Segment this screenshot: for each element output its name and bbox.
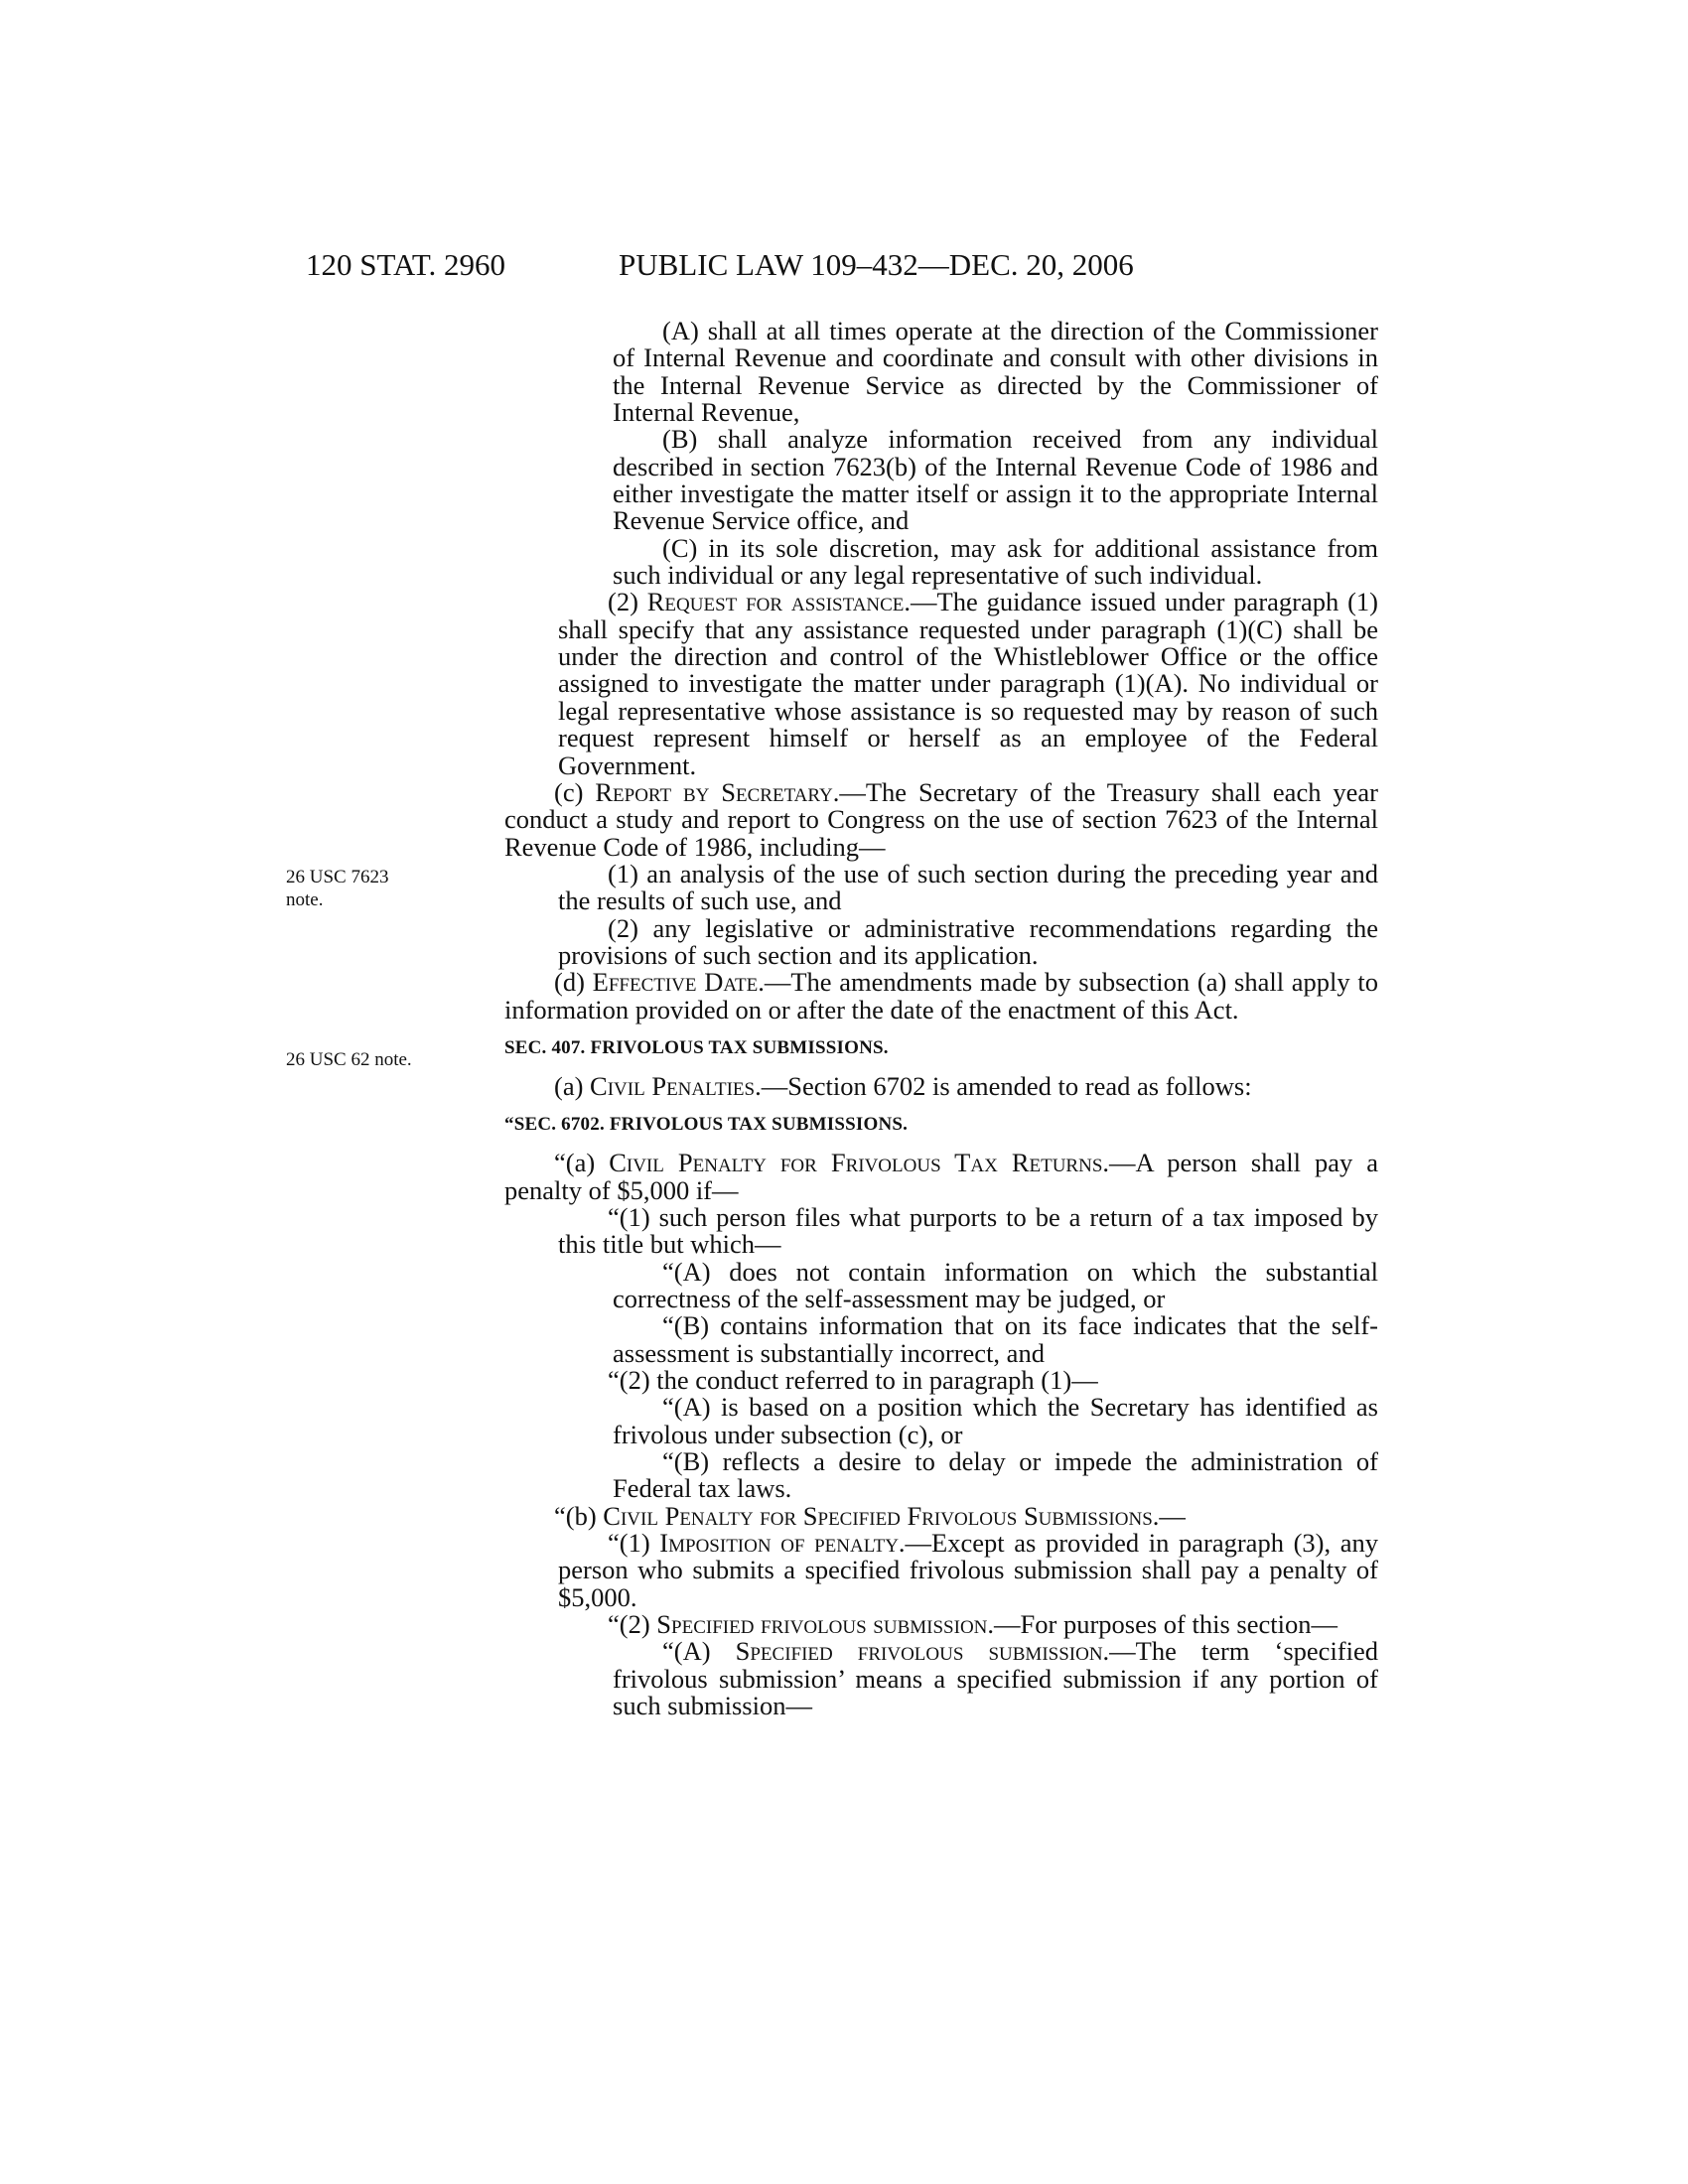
paragraph-lead: “(A)	[662, 1636, 736, 1667]
paragraph: “(2) the conduct referred to in paragraph (1)—	[608, 1365, 1098, 1396]
paragraph-text: —The guidance issued under paragraph (1) shall specify that any assistance requested under paragraph (1)(C) shall be under the direction and control of the Whistleblower Office or the office assigned to investigate the matter under paragraph (1)(A). No individual or legal representative whose assistance is so requested may by reason of such request represent himself or herself as an employee of the Federal Government.	[558, 587, 1378, 780]
paragraph-text: —For purposes of this section—	[994, 1609, 1337, 1640]
paragraph	[558, 1611, 1378, 1638]
margin-note-line: note.	[286, 889, 324, 910]
paragraph-text: —A person shall pay a penalty of $5,000 if—	[504, 1148, 1378, 1205]
paragraph-caption: Report by Secretary.	[595, 776, 840, 807]
paragraph-text: —	[1159, 1500, 1186, 1531]
paragraph	[558, 1530, 1378, 1611]
paragraph: “(B) contains information that on its face indicates that the self-assessment is substantially incorrect, and	[613, 1310, 1378, 1368]
paragraph-lead: “(a)	[554, 1148, 610, 1178]
paragraph-lead: (a)	[554, 1070, 591, 1101]
paragraph	[504, 969, 1378, 1024]
paragraph	[504, 1070, 1378, 1101]
paragraph-lead: “(2)	[608, 1609, 657, 1640]
section-heading: SEC. 407. FRIVOLOUS TAX SUBMISSIONS.	[504, 1036, 889, 1058]
paragraph	[504, 1500, 1378, 1531]
paragraph: (A) shall at all times operate at the direction of the Commissioner of Internal Revenue and coordinate and consult with other divisions in the Internal Revenue Service as directed by the Commissioner of Internal Revenue,	[613, 316, 1378, 428]
paragraph-text: —Except as provided in paragraph (3), any person who submits a specified frivolous submission shall pay a penalty of $5,000.	[558, 1528, 1378, 1612]
page-stat-citation: 120 STAT. 2960	[306, 247, 506, 282]
page-body	[0, 318, 1688, 1720]
paragraph: (C) in its sole discretion, may ask for additional assistance from such individual or any legal representative of such individual.	[613, 532, 1378, 591]
margin-note-line: 26 USC 7623	[286, 867, 389, 887]
paragraph-caption: Imposition of penalty.	[659, 1528, 906, 1559]
paragraph-text: —The Secretary of the Treasury shall each year conduct a study and report to Congress on the use of section 7623 of the Internal Revenue Code of 1986, including—	[504, 776, 1378, 862]
margin-note-usc-62: 26 USC 62 note.	[286, 1049, 412, 1070]
paragraph-text: —The amendments made by subsection (a) shall apply to information provided on or after the date of the enactment of this Act.	[504, 967, 1378, 1024]
paragraph: “(A) is based on a position which the Secretary has identified as frivolous under subsection (c), or	[613, 1392, 1378, 1449]
paragraph	[613, 1638, 1378, 1719]
paragraph: (1) an analysis of the use of such section during the preceding year and the results of such use, and	[558, 858, 1378, 916]
paragraph	[504, 776, 1378, 862]
paragraph-caption: Request for assistance.	[646, 587, 912, 617]
paragraph-caption: Civil Penalty for Specified Frivolous Submissions.	[603, 1500, 1160, 1531]
paragraph	[504, 1150, 1378, 1204]
paragraph-lead: (d)	[554, 967, 593, 998]
paragraph: (B) shall analyze information received from any individual described in section 7623(b) of the Internal Revenue Code of 1986 and either investigate the matter itself or assign it to the appropriate Internal Revenue Service office, and	[613, 424, 1378, 536]
section-heading: “SEC. 6702. FRIVOLOUS TAX SUBMISSIONS.	[504, 1114, 909, 1136]
paragraph-caption: Effective Date.	[592, 967, 765, 998]
paragraph-text: —Section 6702 is amended to read as follows:	[761, 1070, 1252, 1101]
paragraph	[558, 589, 1378, 778]
paragraph: “(A) does not contain information on which the substantial correctness of the self-assessment may be judged, or	[613, 1256, 1378, 1313]
paragraph: “(1) such person files what purports to be a return of a tax imposed by this title but which—	[558, 1201, 1378, 1260]
running-header: PUBLIC LAW 109–432—DEC. 20, 2006	[619, 247, 1134, 282]
paragraph: (2) any legislative or administrative recommendations regarding the provisions of such section and its application.	[558, 912, 1378, 970]
paragraph-lead: “(1)	[608, 1528, 660, 1559]
paragraph-caption: Specified frivolous submission.	[735, 1636, 1110, 1667]
paragraph-caption: Civil Penalties.	[590, 1070, 762, 1101]
paragraph-lead: (2)	[608, 587, 647, 617]
paragraph-caption: Specified frivolous submission.	[656, 1609, 995, 1640]
paragraph-lead: “(b)	[554, 1500, 604, 1531]
paragraph-text: —The term ‘specified frivolous submission’ means a specified submission if any portion of such submission—	[613, 1636, 1378, 1721]
paragraph-caption: Civil Penalty for Frivolous Tax Returns.	[609, 1148, 1110, 1178]
paragraph-lead: (c)	[554, 776, 596, 807]
paragraph: “(B) reflects a desire to delay or impede the administration of Federal tax laws.	[613, 1446, 1378, 1504]
